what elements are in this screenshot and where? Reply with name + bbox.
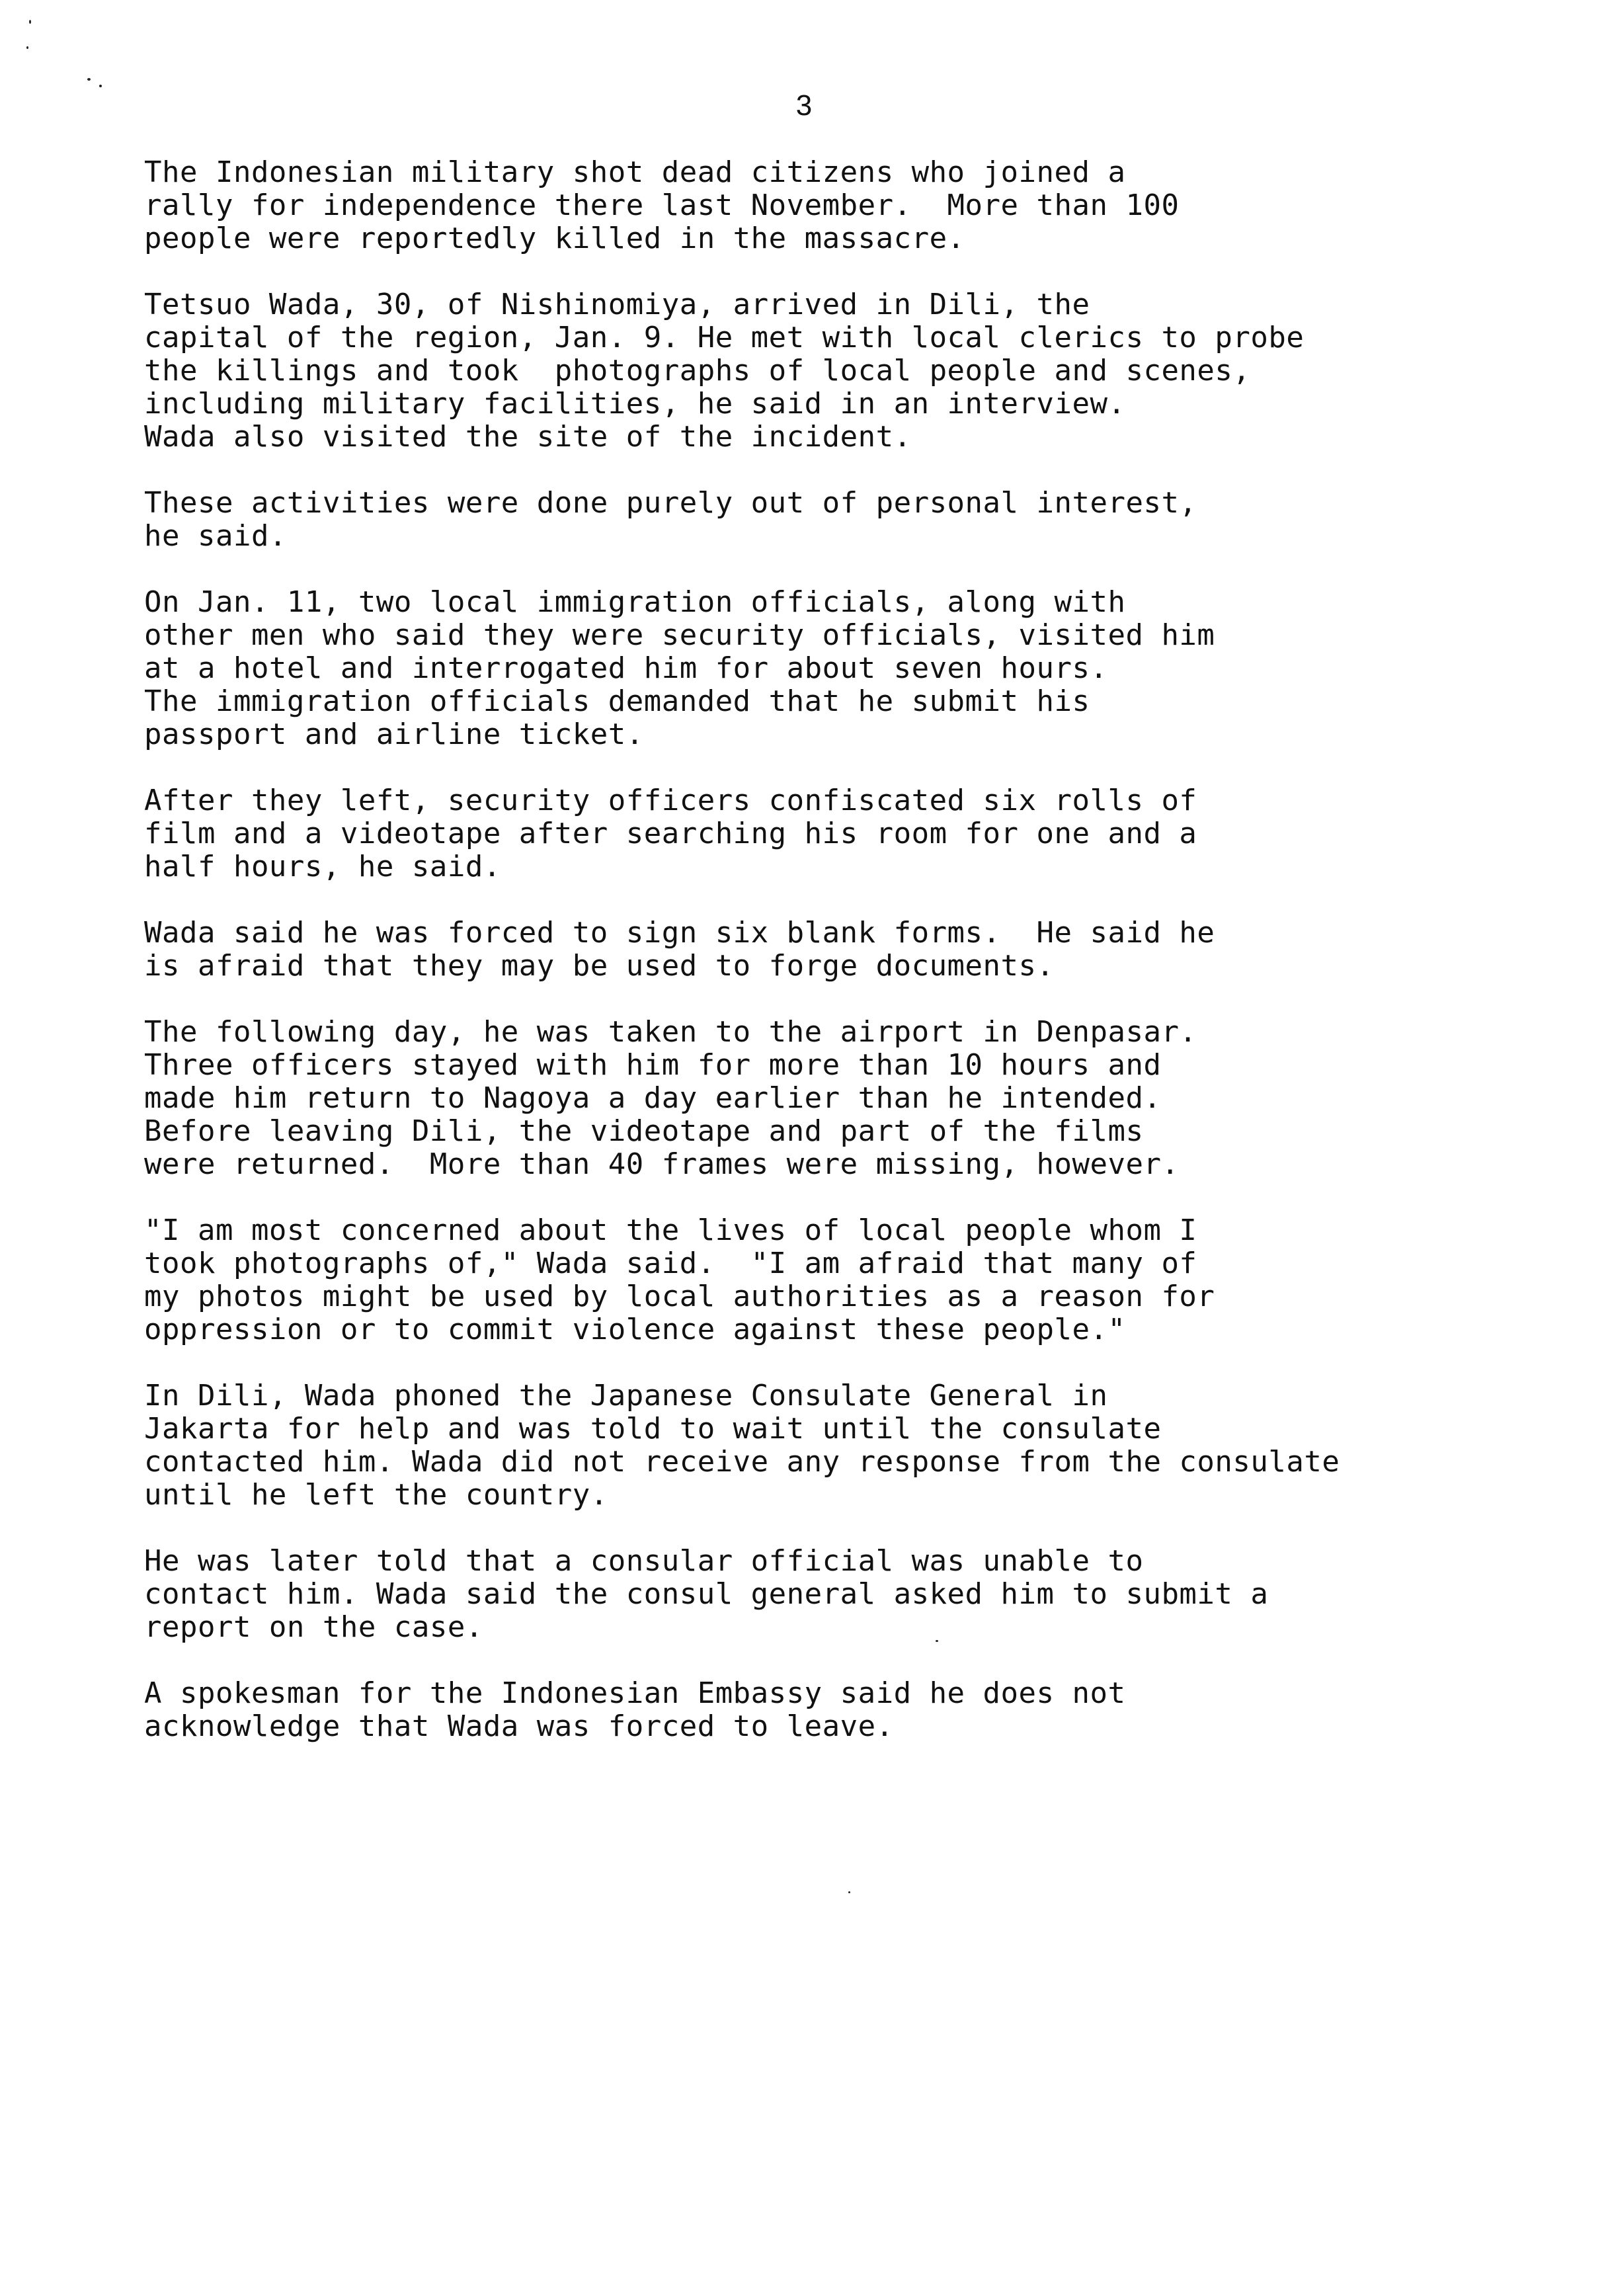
text-line: In Dili, Wada phoned the Japanese Consulate General in bbox=[144, 1379, 1108, 1413]
text-line: The immigration officials demanded that he submit his bbox=[144, 684, 1090, 718]
text-line: Wada also visited the site of the incident. bbox=[144, 420, 912, 454]
paragraph bbox=[144, 1677, 1467, 1743]
paragraph bbox=[144, 1016, 1467, 1181]
paragraph bbox=[144, 1214, 1467, 1346]
text-line: report on the case. bbox=[144, 1610, 483, 1644]
text-line: After they left, security officers confiscated six rolls of bbox=[144, 784, 1197, 817]
page-number: 3 bbox=[795, 89, 813, 122]
text-line: Three officers stayed with him for more than 10 hours and bbox=[144, 1048, 1162, 1082]
text-line: contact him. Wada said the consul general asked him to submit a bbox=[144, 1577, 1269, 1611]
paragraph bbox=[144, 487, 1467, 553]
body-text bbox=[144, 156, 1467, 1776]
text-line: my photos might be used by local authorities as a reason for bbox=[144, 1280, 1215, 1313]
text-line: Jakarta for help and was told to wait until the consulate bbox=[144, 1412, 1162, 1446]
text-line: The Indonesian military shot dead citizens who joined a bbox=[144, 155, 1126, 189]
text-line: rally for independence there last November. More than 100 bbox=[144, 188, 1180, 222]
paragraph bbox=[144, 156, 1467, 255]
text-line: film and a videotape after searching his room for one and a bbox=[144, 817, 1197, 850]
text-line: people were reportedly killed in the massacre. bbox=[144, 222, 965, 255]
text-line: The following day, he was taken to the airport in Denpasar. bbox=[144, 1015, 1197, 1049]
paragraph bbox=[144, 917, 1467, 983]
scan-speck bbox=[87, 78, 91, 81]
text-line: These activities were done purely out of personal interest, bbox=[144, 486, 1197, 520]
text-line: A spokesman for the Indonesian Embassy said he does not bbox=[144, 1676, 1126, 1710]
text-line: oppression or to commit violence against these people." bbox=[144, 1313, 1126, 1346]
text-line: took photographs of," Wada said. "I am afraid that many of bbox=[144, 1247, 1197, 1280]
text-line: capital of the region, Jan. 9. He met with local clerics to probe bbox=[144, 321, 1305, 354]
scan-speck bbox=[99, 85, 102, 87]
text-line: contacted him. Wada did not receive any response from the consulate bbox=[144, 1445, 1340, 1479]
text-line: Before leaving Dili, the videotape and part of the films bbox=[144, 1114, 1144, 1148]
paragraph bbox=[144, 288, 1467, 454]
text-line: were returned. More than 40 frames were missing, however. bbox=[144, 1147, 1180, 1181]
text-line: Tetsuo Wada, 30, of Nishinomiya, arrived in Dili, the bbox=[144, 288, 1090, 321]
text-line: acknowledge that Wada was forced to leave. bbox=[144, 1709, 894, 1743]
text-line: including military facilities, he said in an interview. bbox=[144, 387, 1126, 421]
text-line: made him return to Nagoya a day earlier than he intended. bbox=[144, 1081, 1162, 1115]
text-line: On Jan. 11, two local immigration officials, along with bbox=[144, 585, 1126, 619]
text-line: is afraid that they may be used to forge documents. bbox=[144, 949, 1055, 983]
paragraph bbox=[144, 1379, 1467, 1512]
text-line: the killings and took photographs of local people and scenes, bbox=[144, 354, 1251, 388]
paragraph bbox=[144, 784, 1467, 883]
text-line: "I am most concerned about the lives of local people whom I bbox=[144, 1213, 1197, 1247]
scan-speck bbox=[26, 46, 28, 49]
text-line: until he left the country. bbox=[144, 1478, 608, 1512]
scan-speck bbox=[848, 1891, 850, 1893]
text-line: he said. bbox=[144, 519, 287, 553]
text-line: He was later told that a consular official was unable to bbox=[144, 1544, 1144, 1578]
text-line: other men who said they were security officials, visited him bbox=[144, 618, 1215, 652]
text-line: half hours, he said. bbox=[144, 850, 501, 883]
paragraph bbox=[144, 586, 1467, 751]
scan-speck bbox=[29, 20, 31, 24]
text-line: passport and airline ticket. bbox=[144, 718, 644, 751]
paragraph bbox=[144, 1545, 1467, 1644]
text-line: Wada said he was forced to sign six blank forms. He said he bbox=[144, 916, 1215, 950]
text-line: at a hotel and interrogated him for about seven hours. bbox=[144, 651, 1108, 685]
